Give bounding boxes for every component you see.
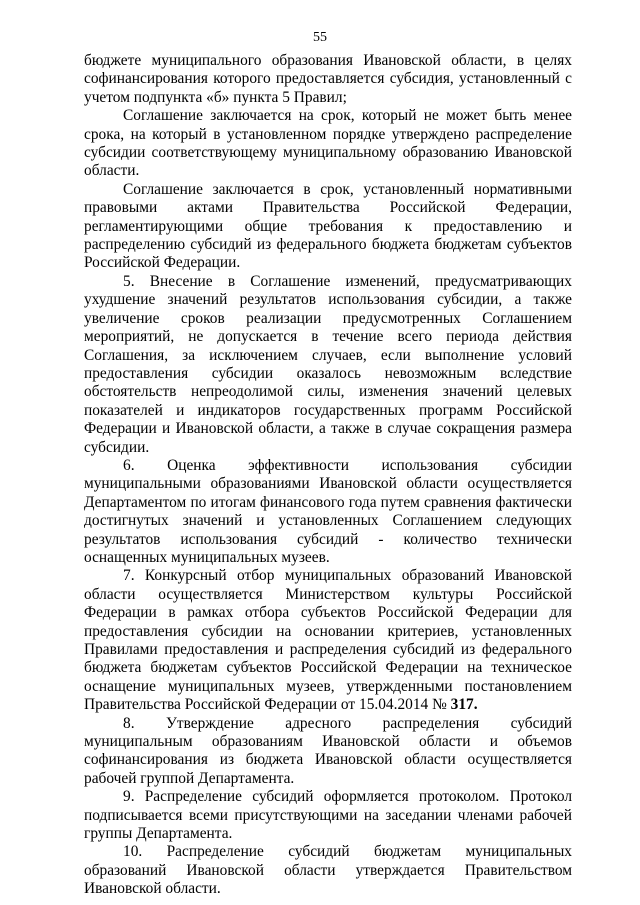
paragraph-text: 7. Конкурсный отбор муниципальных образований Ивановской области осуществляется Министерством культуры Российской Федерации в рамках отбора субъектов Российской Федерации для предоставления субсидии на основании критериев, установленных Правилами предоставления и распределения субсидий из федерального бюджета бюджетам субъектов Российской Федерации на техническое оснащение муниципальных музеев, утвержденными постановлением Правительства Российской Федерации от 15.04.2014 №: [84, 567, 572, 714]
paragraph-text: 10. Распределение субсидий бюджетам муниципальных образований Ивановской области утверждается Правительством Ивановской области.: [84, 843, 572, 898]
paragraph-text: 5. Внесение в Соглашение изменений, предусматривающих ухудшение значений результатов использования субсидии, а также увеличение сроков реализации предусмотренных Соглашением мероприятий, не допускается в течение всего периода действия Соглашения, за исключением случаев, если выполнение условий предоставления субсидии оказалось невозможным вследствие обстоятельств непреодолимой силы, изменения значений целевых показателей и индикаторов государственных программ Российской Федерации и Ивановской области, а также в случае сокращения размера субсидии.: [84, 272, 572, 456]
paragraph-text: 6. Оценка эффективности использования субсидии муниципальными образованиями Ивановской области осуществляется Департаментом по итогам финансового года путем сравнения фактически достигнутых значений и установленных Соглашением следующих результатов использования субсидий - количество технически оснащенных муниципальных музеев.: [84, 456, 572, 566]
paragraph-continuation: [84, 52, 572, 107]
document-body: [84, 52, 572, 899]
page-number: 55: [313, 30, 327, 45]
paragraph-text: 8. Утверждение адресного распределения субсидий муниципальным образованиям Ивановской области и объемов софинансирования из бюджета Ивановской области осуществляется рабочей группой Департамента.: [84, 714, 572, 787]
paragraph-item-5: [84, 273, 572, 457]
paragraph-text: Соглашение заключается в срок, установленный нормативными правовыми актами Правительства Российской Федерации, регламентирующими общие требования к предоставлению и распределению субсидий из федерального бюджета бюджетам субъектов Российской Федерации.: [84, 180, 572, 272]
paragraph-text: бюджете муниципального образования Ивановской области, в целях софинансирования которого предоставляется субсидия, установленный с учетом подпункта «б» пункта 5 Правил;: [84, 52, 572, 106]
paragraph-item-7: [84, 567, 572, 714]
paragraph-item-6: [84, 457, 572, 567]
paragraph-item-8: [84, 715, 572, 789]
paragraph-item-10: [84, 843, 572, 898]
paragraph-bold-tail: 317.: [450, 696, 478, 714]
paragraph-text: 9. Распределение субсидий оформляется протоколом. Протокол подписывается всеми присутствующими на заседании членами рабочей группы Департамента.: [84, 788, 572, 843]
paragraph-agreement-deadline: [84, 181, 572, 273]
paragraph-text: Соглашение заключается на срок, который не может быть менее срока, на который в установленном порядке утверждено распределение субсидии соответствующему муниципальному образованию Ивановской области.: [84, 107, 572, 180]
paragraph-item-9: [84, 788, 572, 843]
paragraph-agreement-term: [84, 107, 572, 181]
